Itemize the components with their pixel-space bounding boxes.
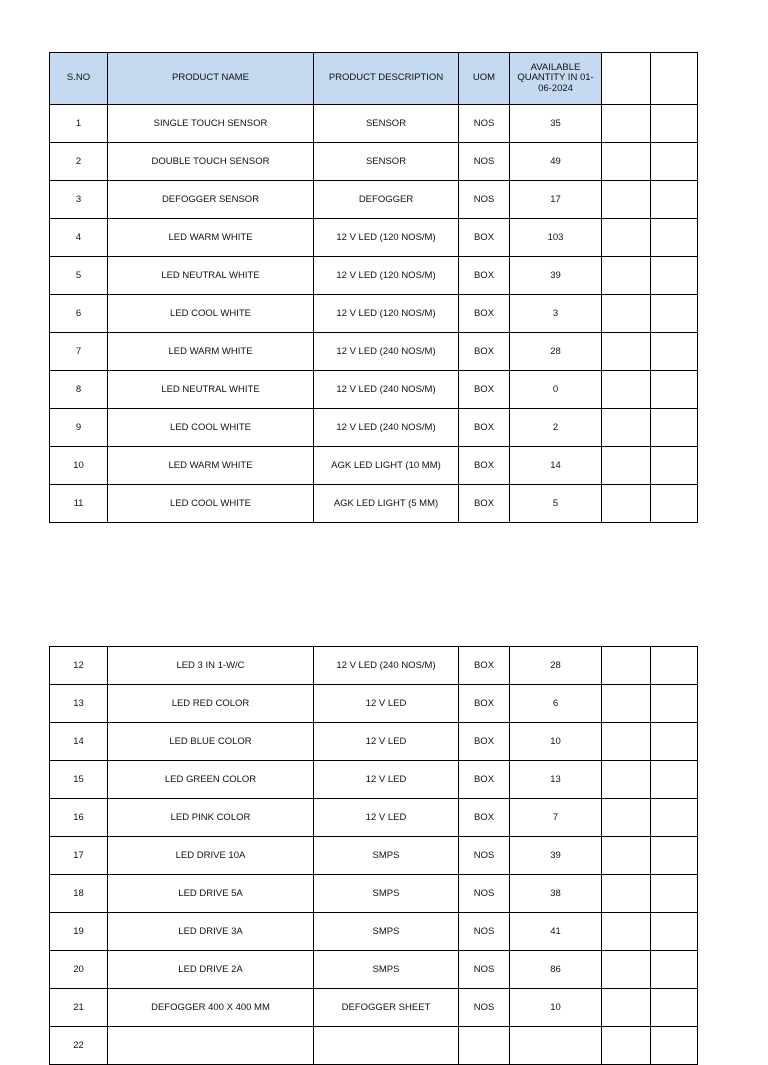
- cell-sno: 15: [50, 761, 108, 799]
- cell-uom: NOS: [459, 951, 510, 989]
- cell-available-quantity: 49: [510, 143, 602, 181]
- header-blank-column-2: [651, 53, 698, 105]
- table-row: [50, 723, 698, 761]
- cell-product-description: DEFOGGER SHEET: [314, 989, 459, 1027]
- cell-product-description: AGK LED LIGHT (5 MM): [314, 485, 459, 523]
- table-row: [50, 181, 698, 219]
- header-sno: S.NO: [50, 53, 108, 105]
- cell-blank-2: [651, 837, 698, 875]
- cell-product-name: DEFOGGER SENSOR: [108, 181, 314, 219]
- cell-uom: BOX: [459, 647, 510, 685]
- cell-uom: BOX: [459, 685, 510, 723]
- cell-available-quantity: 41: [510, 913, 602, 951]
- cell-blank-2: [651, 951, 698, 989]
- table-row: [50, 837, 698, 875]
- header-product-description: PRODUCT DESCRIPTION: [314, 53, 459, 105]
- cell-blank-1: [602, 485, 651, 523]
- table-row: [50, 447, 698, 485]
- cell-blank-1: [602, 647, 651, 685]
- cell-available-quantity: 17: [510, 181, 602, 219]
- cell-blank-1: [602, 913, 651, 951]
- cell-available-quantity: 6: [510, 685, 602, 723]
- cell-uom: [459, 1027, 510, 1065]
- table-row: [50, 257, 698, 295]
- cell-available-quantity: 86: [510, 951, 602, 989]
- cell-product-name: LED BLUE COLOR: [108, 723, 314, 761]
- cell-sno: 17: [50, 837, 108, 875]
- cell-blank-1: [602, 333, 651, 371]
- cell-blank-2: [651, 485, 698, 523]
- cell-blank-2: [651, 761, 698, 799]
- cell-uom: BOX: [459, 799, 510, 837]
- table-row: [50, 647, 698, 685]
- cell-sno: 19: [50, 913, 108, 951]
- cell-uom: BOX: [459, 723, 510, 761]
- cell-product-description: AGK LED LIGHT (10 MM): [314, 447, 459, 485]
- cell-blank-1: [602, 837, 651, 875]
- cell-product-name: SINGLE TOUCH SENSOR: [108, 105, 314, 143]
- cell-available-quantity: 0: [510, 371, 602, 409]
- cell-product-name: [108, 1027, 314, 1065]
- cell-blank-2: [651, 1027, 698, 1065]
- cell-product-name: LED DRIVE 2A: [108, 951, 314, 989]
- cell-uom: BOX: [459, 219, 510, 257]
- cell-product-name: LED COOL WHITE: [108, 485, 314, 523]
- table-row: [50, 799, 698, 837]
- cell-product-description: 12 V LED: [314, 723, 459, 761]
- cell-product-name: LED DRIVE 3A: [108, 913, 314, 951]
- cell-available-quantity: 3: [510, 295, 602, 333]
- cell-sno: 8: [50, 371, 108, 409]
- cell-sno: 12: [50, 647, 108, 685]
- header-row: [50, 53, 698, 105]
- cell-sno: 5: [50, 257, 108, 295]
- header-blank-column-1: [602, 53, 651, 105]
- cell-product-description: 12 V LED (120 NOS/M): [314, 257, 459, 295]
- cell-product-name: LED RED COLOR: [108, 685, 314, 723]
- cell-blank-1: [602, 447, 651, 485]
- cell-product-name: LED GREEN COLOR: [108, 761, 314, 799]
- cell-uom: NOS: [459, 989, 510, 1027]
- cell-sno: 11: [50, 485, 108, 523]
- cell-available-quantity: [510, 1027, 602, 1065]
- cell-uom: BOX: [459, 761, 510, 799]
- cell-sno: 4: [50, 219, 108, 257]
- cell-product-description: SMPS: [314, 837, 459, 875]
- cell-product-name: LED DRIVE 10A: [108, 837, 314, 875]
- cell-blank-1: [602, 257, 651, 295]
- cell-product-name: LED PINK COLOR: [108, 799, 314, 837]
- cell-blank-2: [651, 295, 698, 333]
- cell-sno: 2: [50, 143, 108, 181]
- table-row: [50, 989, 698, 1027]
- cell-uom: NOS: [459, 875, 510, 913]
- cell-blank-1: [602, 951, 651, 989]
- cell-blank-2: [651, 447, 698, 485]
- cell-sno: 14: [50, 723, 108, 761]
- cell-product-name: DEFOGGER 400 X 400 MM: [108, 989, 314, 1027]
- cell-blank-2: [651, 409, 698, 447]
- table-row: [50, 143, 698, 181]
- cell-product-description: DEFOGGER: [314, 181, 459, 219]
- cell-blank-2: [651, 105, 698, 143]
- inventory-table-body-2: [50, 647, 698, 1065]
- cell-blank-1: [602, 761, 651, 799]
- cell-blank-2: [651, 219, 698, 257]
- cell-blank-2: [651, 723, 698, 761]
- cell-blank-1: [602, 295, 651, 333]
- cell-blank-1: [602, 219, 651, 257]
- cell-blank-2: [651, 181, 698, 219]
- cell-available-quantity: 13: [510, 761, 602, 799]
- cell-blank-2: [651, 143, 698, 181]
- cell-product-description: 12 V LED (240 NOS/M): [314, 647, 459, 685]
- cell-product-description: 12 V LED (240 NOS/M): [314, 371, 459, 409]
- cell-available-quantity: 103: [510, 219, 602, 257]
- cell-blank-2: [651, 685, 698, 723]
- cell-uom: NOS: [459, 913, 510, 951]
- cell-product-description: SENSOR: [314, 105, 459, 143]
- cell-uom: BOX: [459, 447, 510, 485]
- cell-product-name: LED NEUTRAL WHITE: [108, 371, 314, 409]
- cell-sno: 21: [50, 989, 108, 1027]
- cell-available-quantity: 28: [510, 333, 602, 371]
- cell-blank-1: [602, 181, 651, 219]
- table-row: [50, 105, 698, 143]
- table-row: [50, 295, 698, 333]
- cell-blank-1: [602, 409, 651, 447]
- cell-product-description: 12 V LED (240 NOS/M): [314, 333, 459, 371]
- table-row: [50, 409, 698, 447]
- cell-uom: BOX: [459, 409, 510, 447]
- cell-sno: 7: [50, 333, 108, 371]
- table-row: [50, 913, 698, 951]
- table-row: [50, 1027, 698, 1065]
- cell-product-name: LED COOL WHITE: [108, 409, 314, 447]
- inventory-table-header: [50, 53, 698, 105]
- table-row: [50, 685, 698, 723]
- cell-blank-1: [602, 989, 651, 1027]
- cell-sno: 1: [50, 105, 108, 143]
- table-row: [50, 485, 698, 523]
- cell-uom: BOX: [459, 257, 510, 295]
- table-row: [50, 371, 698, 409]
- table-row: [50, 333, 698, 371]
- cell-blank-2: [651, 257, 698, 295]
- cell-product-description: 12 V LED: [314, 685, 459, 723]
- cell-available-quantity: 2: [510, 409, 602, 447]
- inventory-table-page-2: [49, 646, 698, 1065]
- cell-product-description: 12 V LED (120 NOS/M): [314, 295, 459, 333]
- cell-available-quantity: 10: [510, 723, 602, 761]
- cell-uom: BOX: [459, 295, 510, 333]
- cell-product-name: LED NEUTRAL WHITE: [108, 257, 314, 295]
- cell-product-name: DOUBLE TOUCH SENSOR: [108, 143, 314, 181]
- cell-available-quantity: 35: [510, 105, 602, 143]
- cell-available-quantity: 39: [510, 257, 602, 295]
- header-product-name: PRODUCT NAME: [108, 53, 314, 105]
- inventory-table-page-1: [49, 52, 698, 523]
- cell-product-name: LED 3 IN 1-W/C: [108, 647, 314, 685]
- cell-product-description: [314, 1027, 459, 1065]
- cell-uom: BOX: [459, 333, 510, 371]
- cell-product-name: LED WARM WHITE: [108, 219, 314, 257]
- cell-uom: NOS: [459, 181, 510, 219]
- header-uom: UOM: [459, 53, 510, 105]
- cell-sno: 9: [50, 409, 108, 447]
- cell-product-description: SMPS: [314, 951, 459, 989]
- cell-product-description: 12 V LED: [314, 761, 459, 799]
- cell-blank-2: [651, 647, 698, 685]
- cell-blank-1: [602, 723, 651, 761]
- cell-available-quantity: 38: [510, 875, 602, 913]
- cell-blank-1: [602, 1027, 651, 1065]
- cell-uom: NOS: [459, 837, 510, 875]
- table-row: [50, 951, 698, 989]
- cell-sno: 18: [50, 875, 108, 913]
- cell-sno: 10: [50, 447, 108, 485]
- cell-uom: NOS: [459, 143, 510, 181]
- cell-uom: BOX: [459, 485, 510, 523]
- cell-available-quantity: 28: [510, 647, 602, 685]
- cell-blank-2: [651, 799, 698, 837]
- table-row: [50, 761, 698, 799]
- cell-sno: 3: [50, 181, 108, 219]
- cell-sno: 13: [50, 685, 108, 723]
- cell-product-name: LED DRIVE 5A: [108, 875, 314, 913]
- cell-sno: 20: [50, 951, 108, 989]
- cell-available-quantity: 10: [510, 989, 602, 1027]
- cell-product-description: SMPS: [314, 875, 459, 913]
- cell-available-quantity: 7: [510, 799, 602, 837]
- cell-product-name: LED COOL WHITE: [108, 295, 314, 333]
- cell-blank-1: [602, 143, 651, 181]
- cell-sno: 22: [50, 1027, 108, 1065]
- cell-uom: NOS: [459, 105, 510, 143]
- cell-available-quantity: 39: [510, 837, 602, 875]
- cell-available-quantity: 5: [510, 485, 602, 523]
- cell-blank-2: [651, 913, 698, 951]
- cell-product-description: 12 V LED (120 NOS/M): [314, 219, 459, 257]
- table-row: [50, 219, 698, 257]
- cell-product-description: 12 V LED (240 NOS/M): [314, 409, 459, 447]
- cell-blank-1: [602, 371, 651, 409]
- table-row: [50, 875, 698, 913]
- cell-product-description: 12 V LED: [314, 799, 459, 837]
- cell-sno: 6: [50, 295, 108, 333]
- cell-blank-2: [651, 875, 698, 913]
- cell-blank-1: [602, 105, 651, 143]
- cell-available-quantity: 14: [510, 447, 602, 485]
- cell-uom: BOX: [459, 371, 510, 409]
- header-available-quantity: AVAILABLE QUANTITY IN 01-06-2024: [510, 53, 602, 105]
- cell-product-description: SENSOR: [314, 143, 459, 181]
- cell-blank-2: [651, 371, 698, 409]
- cell-product-description: SMPS: [314, 913, 459, 951]
- cell-product-name: LED WARM WHITE: [108, 333, 314, 371]
- cell-blank-2: [651, 989, 698, 1027]
- cell-blank-2: [651, 333, 698, 371]
- inventory-table-body-1: [50, 105, 698, 523]
- cell-product-name: LED WARM WHITE: [108, 447, 314, 485]
- cell-blank-1: [602, 685, 651, 723]
- cell-blank-1: [602, 875, 651, 913]
- cell-sno: 16: [50, 799, 108, 837]
- cell-blank-1: [602, 799, 651, 837]
